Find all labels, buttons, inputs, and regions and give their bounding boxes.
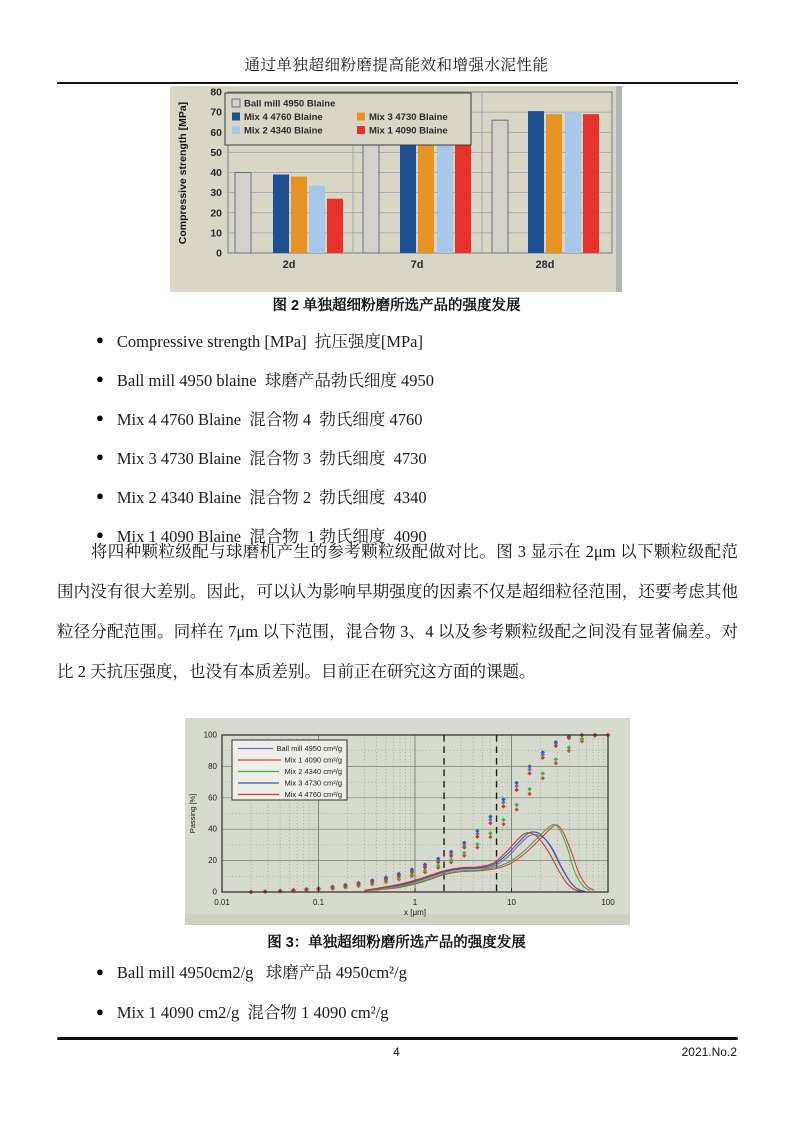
svg-text:1: 1 (412, 898, 418, 907)
legend-swatch (232, 99, 240, 107)
list-item (96, 476, 434, 515)
bar (528, 111, 544, 253)
svg-text:80: 80 (210, 86, 222, 99)
svg-text:30: 30 (210, 187, 222, 200)
figure2-caption: 图 2 单独超细粉磨所选产品的强度发展 (272, 298, 521, 314)
legend-swatch (357, 113, 365, 121)
note-text: Compressive strength [MPa] 抗压强度[MPa] (116, 331, 423, 351)
page-title: 通过单独超细粉磨提高能效和增强水泥性能 (244, 57, 549, 74)
bullet-icon: ● (96, 371, 104, 386)
legend-label: Mix 2 4340 Blaine (244, 125, 323, 137)
bar (363, 140, 379, 253)
bar (583, 114, 599, 253)
list-item (96, 320, 434, 359)
figure2-legend-notes (96, 320, 434, 554)
note-text: Ball mill 4950 blaine 球磨产品勃氏细度 4950 (116, 370, 435, 390)
list-item (96, 437, 434, 476)
header-divider (57, 82, 738, 84)
legend-swatch (357, 126, 365, 134)
svg-text:50: 50 (210, 146, 222, 159)
svg-text:0.1: 0.1 (312, 898, 325, 907)
note-text: Mix 3 4730 Blaine 混合物 3 勃氏细度 4730 (116, 448, 427, 468)
note-text: Mix 1 4090 Blaine 混合物 1 勃氏细度 4090 (116, 526, 427, 546)
legend-label: Mix 2 4340 cm²/g (284, 767, 342, 776)
svg-text:60: 60 (210, 126, 222, 139)
svg-text:0: 0 (212, 887, 217, 897)
note-text: Mix 4 4760 Blaine 混合物 4 勃氏细度 4760 (116, 409, 423, 429)
bullet-icon: ● (96, 1003, 104, 1019)
note-text: Ball mill 4950cm2/g 球磨产品 4950cm²/g (116, 963, 407, 982)
bar (400, 136, 416, 253)
bar (327, 199, 343, 253)
bullet-icon: ● (96, 488, 104, 503)
legend (225, 93, 471, 145)
bar (309, 186, 325, 253)
bar (273, 175, 289, 253)
legend-label: Mix 1 4090 Blaine (369, 125, 448, 137)
svg-text:40: 40 (210, 167, 222, 179)
figure3-caption: 图 3：单独超细粉磨所选产品的强度发展 (267, 935, 526, 951)
note-text: Mix 2 4340 Blaine 混合物 2 勃氏细度 4340 (116, 487, 427, 507)
page-number: 4 (393, 1045, 400, 1059)
legend-swatch (232, 113, 240, 121)
figure3-psd-chart (185, 718, 630, 925)
svg-text:Passing [%]: Passing [%] (188, 793, 197, 834)
svg-text:20: 20 (208, 856, 217, 866)
svg-text:60: 60 (208, 793, 217, 803)
bullet-icon: ● (96, 527, 104, 542)
bar (565, 112, 581, 253)
legend-label: Mix 4 4760 Blaine (244, 112, 323, 123)
bullet-icon: ● (96, 410, 104, 425)
bar (437, 138, 453, 253)
list-item (96, 991, 407, 1031)
bar (235, 173, 251, 254)
svg-text:0.01: 0.01 (214, 898, 230, 907)
figure3-legend-notes (96, 951, 407, 1031)
legend-label: Mix 4 4760 cm²/g (284, 790, 342, 799)
list-item (96, 359, 434, 398)
list-item (96, 398, 434, 437)
bullet-icon: ● (96, 449, 104, 464)
body-paragraph: 将四种颗粒级配与球磨机产生的参考颗粒级配做对比。图 3 显示在 2μm 以下颗粒级配范围内没有很大差别。因此，可以认为影响早期强度的因素不仅是超细粒径范围，还要考虑其他粒径分配范围。同样在 7μm 以下范围，混合物 3、4 以及参考颗粒级配之间没有显著偏差。对比 2 天抗压强度，也没有本质差别。目前正在研究这方面的课题。 (57, 542, 738, 681)
svg-text:100: 100 (203, 730, 217, 740)
svg-text:7d: 7d (410, 259, 424, 271)
legend-label: Mix 3 4730 cm²/g (284, 778, 342, 788)
figure2-bar-chart-svg (170, 86, 622, 292)
svg-text:0: 0 (216, 247, 222, 260)
svg-text:28d: 28d (535, 259, 555, 271)
journal-issue: 2021.No.2 (681, 1045, 737, 1059)
bullet-icon: ● (96, 332, 104, 347)
legend-label: Ball mill 4950 Blaine (244, 98, 336, 110)
svg-text:10: 10 (210, 227, 222, 240)
footer-divider (57, 1037, 738, 1040)
svg-text:70: 70 (210, 106, 222, 119)
figure3-psd-chart-svg (185, 718, 630, 925)
bar (492, 120, 508, 253)
legend-label: Mix 1 4090 cm²/g (284, 755, 342, 765)
bar (546, 114, 562, 253)
svg-text:10: 10 (507, 898, 516, 907)
bar (418, 134, 434, 253)
svg-text:Compressive strength [MPa]: Compressive strength [MPa] (177, 101, 189, 245)
bar (455, 140, 471, 253)
legend-label: Mix 3 4730 Blaine (369, 112, 448, 123)
bar (291, 177, 307, 253)
legend-label: Ball mill 4950 cm²/g (276, 744, 342, 753)
svg-text:x [μm]: x [μm] (404, 908, 426, 917)
legend (232, 740, 347, 800)
svg-text:20: 20 (210, 207, 222, 220)
list-item (96, 951, 407, 991)
note-text: Mix 1 4090 cm2/g 混合物 1 4090 cm²/g (116, 1003, 389, 1022)
bullet-icon: ● (96, 963, 104, 979)
svg-text:100: 100 (601, 898, 615, 907)
svg-text:80: 80 (208, 761, 217, 771)
svg-text:2d: 2d (282, 259, 296, 271)
svg-text:40: 40 (208, 824, 217, 834)
figure2-bar-chart (170, 86, 622, 292)
legend-swatch (232, 126, 240, 134)
